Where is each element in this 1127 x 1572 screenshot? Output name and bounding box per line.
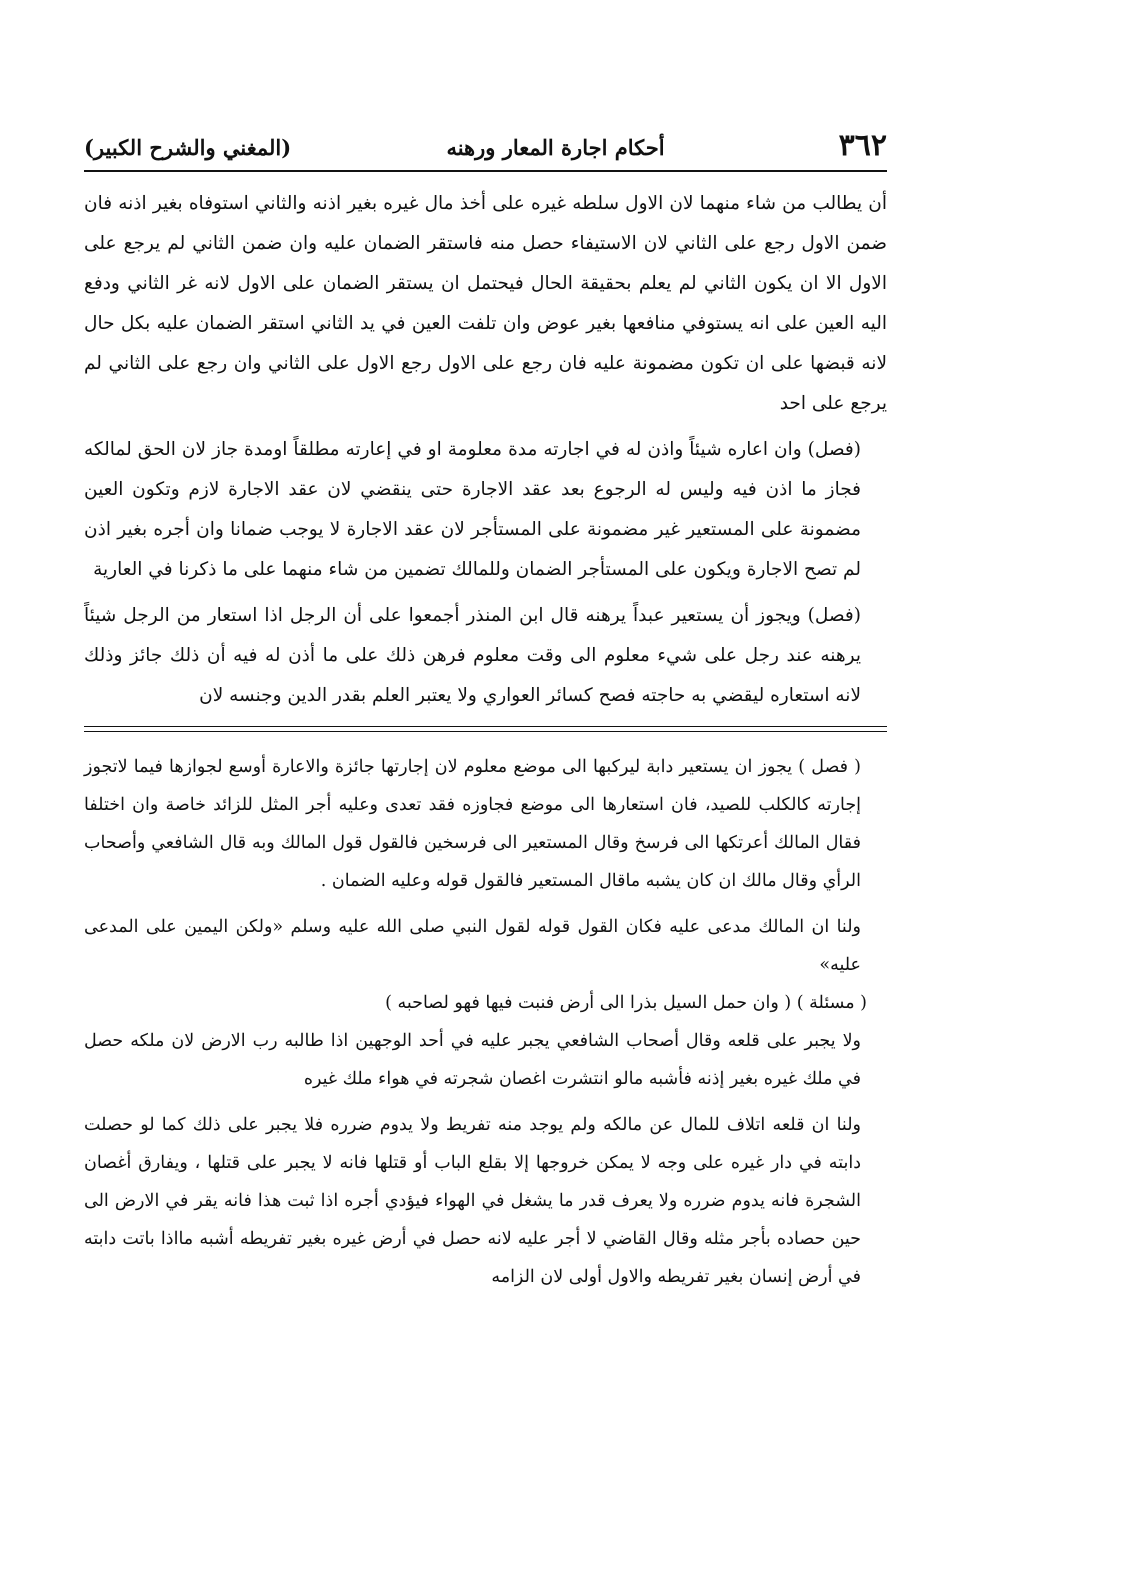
running-title: أحكام اجارة المعار ورهنه <box>446 135 665 160</box>
running-book-title: (المغني والشرح الكبير) <box>84 135 292 160</box>
divider-rule <box>84 731 887 732</box>
main-text <box>84 184 887 716</box>
paragraph: (فصل) ويجوز أن يستعير عبداً يرهنه قال ابن المنذر أجمعوا على أن الرجل اذا استعار من الرجل شيئاً يرهنه عند رجل على شيء معلوم الى وقت معلوم فرهن ذلك على ما أذن له فيه أن ذلك جائز وذلك لانه استعاره ليقضي به حاجته فصح كسائر العواري ولا يعتبر العلم بقدر الدين وجنسه لان <box>84 605 861 706</box>
paragraph: أن يطالب من شاء منهما لان الاول سلطه غيره على أخذ مال غيره بغير اذنه والثاني استوفاه بغير اذنه فان ضمن الاول رجع على الثاني لان الاستيفاء حصل منه فاستقر الضمان عليه وان ضمن الثاني لم يرجع على الاول الا ان يكون الثاني لم يعلم بحقيقة الحال فيحتمل ان يستقر الضمان على الاول لانه غر الثاني ودفع اليه العين على انه يستوفي منافعها بغير عوض وان تلفت العين في يد الثاني استقر الضمان عليه بكل حال لانه قبضها على ان تكون مضمونة عليه فان رجع على الاول رجع الاول على الثاني وان رجع على الثاني لم يرجع على احد <box>84 193 887 414</box>
paragraph: (فصل) وان اعاره شيئاً واذن له في اجارته مدة معلومة او في إعارته مطلقاً اومدة جاز لان الحق لمالكه فجاز ما اذن فيه وليس له الرجوع بعد عقد الاجارة حتى ينقضي لان عقد الاجارة لازم وتكون العين مضمونة على المستعير غير مضمونة على المستأجر لان عقد الاجارة لا يوجب ضمانا وان أجره بغير اذن لم تصح الاجارة ويكون على المستأجر الضمان وللمالك تضمين من شاء منهما على ما ذكرنا في العارية <box>84 439 861 580</box>
issue-heading: ( مسئلة ) ( وان حمل السيل بذرا الى أرض فنبت فيها فهو لصاحبه ) <box>385 993 867 1013</box>
commentary-paragraph: ولا يجبر على قلعه وقال أصحاب الشافعي يجبر عليه في أحد الوجهين اذا طالبه رب الارض لان ملكه حصل في ملك غيره بغير إذنه فأشبه مالو انتشرت اغصان شجرته في هواء ملك غيره <box>84 1031 861 1089</box>
commentary-paragraph: ( فصل ) يجوز ان يستعير دابة ليركبها الى موضع معلوم لان إجارتها جائزة والاعارة أوسع لجوازها فيما لاتجوز إجارته كالكلب للصيد، فان استعارها الى موضع فجاوزه فقد تعدى وعليه أجر المثل للزائد خاصة وان اختلفا فقال المالك أعرتكها الى فرسخ وقال المستعير الى فرسخين فالقول قول المالك وبه قال الشافعي وأصحاب الرأي وقال مالك ان كان يشبه ماقال المستعير فالقول قوله وعليه الضمان . <box>84 757 861 891</box>
commentary-paragraph: ولنا ان قلعه اتلاف للمال عن مالكه ولم يوجد منه تفريط ولا يدوم ضرره فلا يجبر على ذلك كما لو حصلت دابته في دار غيره على وجه لا يمكن خروجها إلا بقلع الباب أو قتلها فانه لا يجبر على قتلها ، ويفارق أغصان الشجرة فانه يدوم ضرره ولا يعرف قدر ما يشغل في الهواء فيؤدي أجره اذا ثبت هذا فانه يقر في الارض الى حين حصاده بأجر مثله وقال القاضي لا أجر عليه لانه حصل في أرض غيره بغير تفريطه أشبه مااذا باتت دابته في أرض إنسان بغير تفريطه والاول أولى لان الزامه <box>84 1115 861 1287</box>
page-number: ٣٦٢ <box>838 128 887 163</box>
commentary-paragraph: ولنا ان المالك مدعى عليه فكان القول قوله لقول النبي صلى الله عليه وسلم «ولكن اليمين على المدعى عليه» <box>84 917 861 975</box>
divider-rule <box>84 726 887 727</box>
page-header <box>84 128 887 172</box>
section-divider <box>84 726 887 732</box>
commentary-text <box>84 748 887 1296</box>
